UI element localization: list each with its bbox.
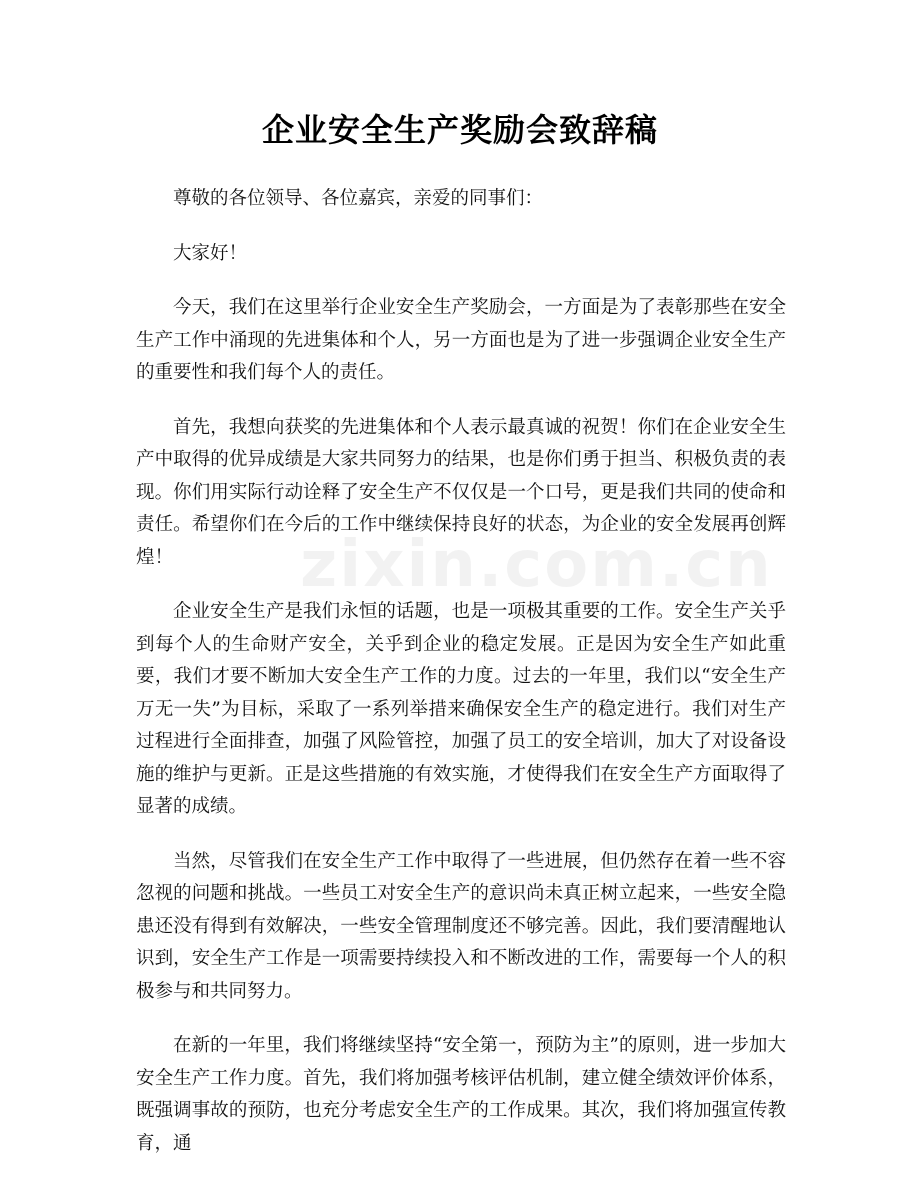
document-title: 企业安全生产奖励会致辞稿 [261, 111, 658, 149]
body-paragraph: 今天，我们在这里举行企业安全生产奖励会，一方面是为了表彰那些在安全生产工作中涌现的先进集体和个人，另一方面也是为了进一步强调企业安全生产的重要性和我们每个人的责任。 [136, 297, 786, 383]
body-paragraph: 当然，尽管我们在安全生产工作中取得了一些进展，但仍然存在着一些不容忽视的问题和挑战。一些员工对安全生产的意识尚未真正树立起来，一些安全隐患还没有得到有效解决，一些安全管理制度还不够完善。因此，我们要清醒地认识到，安全生产工作是一项需要持续投入和不断改进的工作，需要每一个人的积极参与和共同努力。 [136, 850, 786, 1002]
salutation-paragraph: 尊敬的各位领导、各位嘉宾，亲爱的同事们： [173, 188, 544, 209]
document-body [136, 183, 786, 1182]
body-paragraph: 在新的一年里，我们将继续坚持“安全第一，预防为主”的原则，进一步加大安全生产工作力度。首先，我们将加强考核评估机制，建立健全绩效评价体系，既强调事故的预防，也充分考虑安全生产的工作成果。其次，我们将加强宣传教育，通 [136, 1035, 786, 1154]
watermark: zixin.com.cn [300, 528, 773, 602]
greeting-paragraph: 大家好！ [173, 242, 248, 264]
body-paragraph: 首先，我想向获奖的先进集体和个人表示最真诚的祝贺！你们在企业安全生产中取得的优异成绩是大家共同努力的结果，也是你们勇于担当、积极负责的表现。你们用实际行动诠释了安全生产不仅仅是一个口号，更是我们共同的使命和责任。希望你们在今后的工作中继续保持良好的状态，为企业的安全发展再创辉煌！ [136, 416, 786, 568]
body-paragraph: 企业安全生产是我们永恒的话题，也是一项极其重要的工作。安全生产关乎到每个人的生命财产安全，关乎到企业的稳定发展。正是因为安全生产如此重要，我们才要不断加大安全生产工作的力度。过去的一年里，我们以“安全生产万无一失”为目标，采取了一系列举措来确保安全生产的稳定进行。我们对生产过程进行全面排查，加强了风险管控，加强了员工的安全培训，加大了对设备设施的维护与更新。正是这些措施的有效实施，才使得我们在安全生产方面取得了显著的成绩。 [136, 601, 786, 817]
